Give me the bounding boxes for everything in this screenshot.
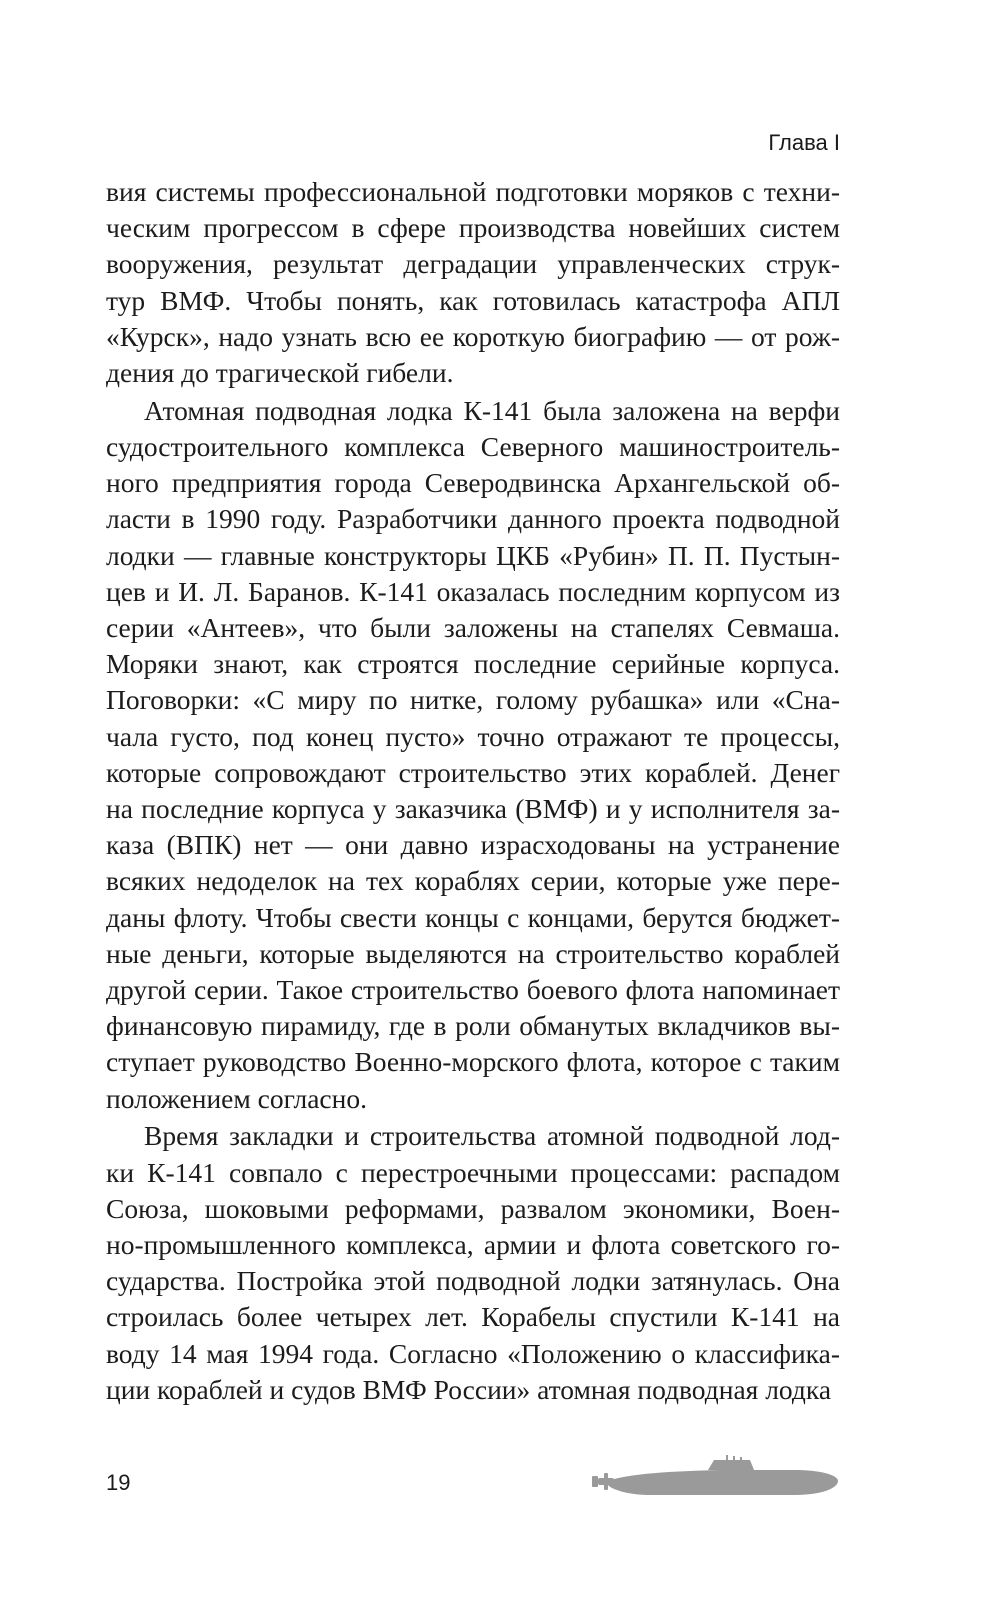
text-line: ного предприятия города Северодвинска Архангельской об- [106,467,840,499]
text-line: каза (ВПК) нет — они давно израсходованы на устранение [106,829,840,861]
text-line: лодки — главные конструкторы ЦКБ «Рубин» П. П. Пустын- [106,539,840,571]
text-line: Союза, шоковыми реформами, развалом экономики, Воен- [106,1192,840,1224]
text-line: строилась более четырех лет. Корабелы спустили К-141 на [106,1301,840,1333]
text-line: ции кораблей и судов ВМФ России» атомная подводная лодка [106,1373,832,1405]
text-line: тур ВМФ. Чтобы понять, как готовилась катастрофа АПЛ [106,284,840,316]
text-line: финансовую пирамиду, где в роли обманутых вкладчиков вы- [106,1010,840,1042]
text-line: ки К-141 совпало с перестроечными процессами: распадом [106,1156,840,1188]
text-line: чала густо, под конец пусто» точно отражают те процессы, [106,720,840,752]
running-head: Глава I [768,130,840,155]
text-line: положением согласно. [106,1082,367,1114]
text-line: на последние корпуса у заказчика (ВМФ) и у исполнителя за- [106,793,840,825]
text-line: но-промышленного комплекса, армии и флота советского го- [106,1229,840,1261]
text-line: вия системы профессиональной подготовки моряков с техни- [106,176,840,207]
text-line: ные деньги, которые выделяются на строительство кораблей [106,937,840,969]
submarine-silhouette-icon [590,1455,840,1503]
text-line: ческим прогрессом в сфере производства новейших систем [106,212,840,244]
page-number: 19 [106,1470,131,1495]
text-line: сударства. Постройка этой подводной лодки затянулась. Она [106,1265,840,1297]
text-line: другой серии. Такое строительство боевого флота напоминает [106,974,840,1006]
text-line: Атомная подводная лодка К-141 была заложена на верфи [144,394,840,426]
text-line: Поговорки: «С миру по нитке, голому рубашка» или «Сна- [106,684,840,716]
text-line: Время закладки и строительства атомной подводной лод- [144,1120,840,1152]
text-line: вооружения, результат деградации управленческих струк- [106,248,840,280]
text-line: ступает руководство Военно-морского флота, которое с таким [106,1046,840,1078]
text-line: цев и И. Л. Баранов. К-141 оказалась последним корпусом из [106,575,840,607]
paragraph-1 [106,174,840,391]
text-line: серии «Антеев», что были заложены на стапелях Севмаша. [106,612,840,644]
paragraph-2 [106,393,840,1117]
text-line: «Курск», надо узнать всю ее короткую биографию — от рож- [106,320,840,352]
text-line: ласти в 1990 году. Разработчики данного проекта подводной [106,503,840,535]
text-line: дения до трагической гибели. [106,357,454,389]
text-line: всяких недоделок на тех кораблях серии, которые уже пере- [106,865,840,897]
text-line: даны флоту. Чтобы свести концы с концами, берутся бюджет- [106,901,840,933]
text-line: воду 14 мая 1994 года. Согласно «Положению о классифика- [106,1337,840,1369]
body-text [106,174,840,1410]
text-line: судостроительного комплекса Северного машиностроитель- [106,431,840,463]
text-line: Моряки знают, как строятся последние серийные корпуса. [106,648,840,680]
paragraph-3 [106,1118,840,1408]
text-line: которые сопровождают строительство этих кораблей. Денег [106,756,840,788]
